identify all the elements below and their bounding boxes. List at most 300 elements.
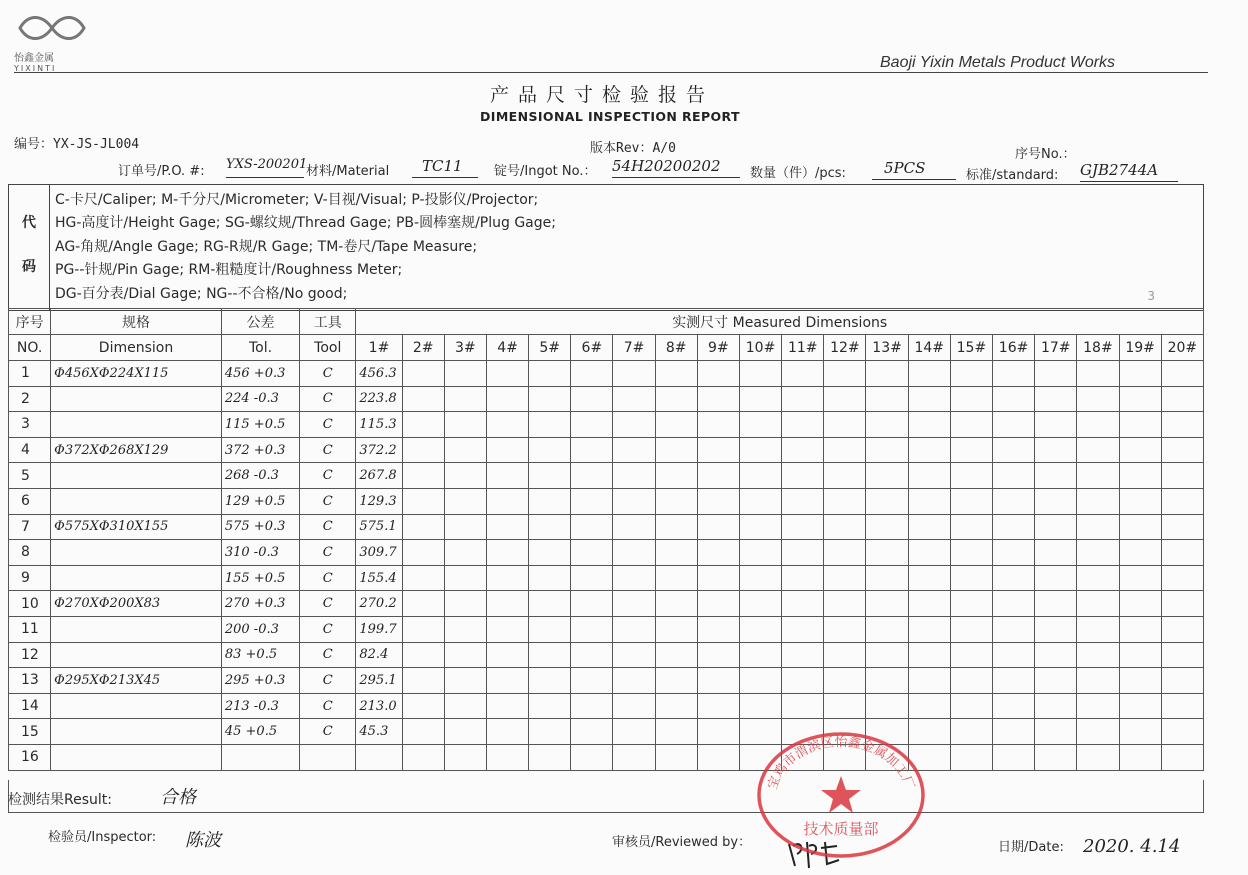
row-measure-empty	[529, 488, 571, 514]
row-measure-empty	[1161, 616, 1203, 642]
col-tol-en: Tol.	[221, 335, 299, 361]
row-measure-empty	[866, 488, 908, 514]
row-measure-1: 155.4	[356, 565, 402, 591]
row-tolerance: 129 +0.5	[221, 488, 299, 514]
material-value: TC11	[412, 157, 478, 178]
table-row	[9, 361, 1204, 387]
row-measure-empty	[739, 361, 781, 387]
table-row	[9, 616, 1204, 642]
row-dimension: Φ456XΦ224X115	[51, 361, 222, 387]
row-measure-empty	[655, 668, 697, 694]
row-measure-empty	[992, 386, 1034, 412]
seal-ring-text: 宝鸡市渭滨区怡鑫金属加工厂	[765, 735, 917, 792]
row-no: 12	[9, 642, 51, 668]
row-no: 7	[9, 514, 51, 540]
row-measure-empty	[739, 616, 781, 642]
row-measure-empty	[402, 591, 444, 617]
row-no: 8	[9, 540, 51, 566]
row-measure-empty	[782, 514, 824, 540]
row-measure-empty	[866, 437, 908, 463]
logo-text: 怡鑫金属	[14, 53, 54, 64]
row-measure-empty	[950, 668, 992, 694]
row-measure-empty	[1077, 616, 1119, 642]
row-measure-empty	[1119, 565, 1161, 591]
row-measure-empty	[697, 437, 739, 463]
row-measure-empty	[1077, 463, 1119, 489]
row-dimension	[51, 744, 222, 770]
ingot-value: 54H20200202	[612, 157, 740, 178]
row-measure-empty	[782, 591, 824, 617]
row-measure-empty	[992, 488, 1034, 514]
po-label: 订单号/P.O. #:	[118, 164, 205, 179]
row-measure-empty	[908, 361, 950, 387]
row-measure-empty	[866, 616, 908, 642]
row-measure-empty	[697, 514, 739, 540]
row-measure-empty	[950, 719, 992, 745]
row-measure-empty	[908, 693, 950, 719]
measure-col-4: 4#	[486, 335, 528, 361]
row-measure-empty	[992, 616, 1034, 642]
row-measure-empty	[866, 540, 908, 566]
row-tolerance: 456 +0.3	[221, 361, 299, 387]
row-measure-empty	[529, 463, 571, 489]
col-no-en: NO.	[9, 335, 51, 361]
qty-value: 5PCS	[872, 159, 956, 180]
row-measure-empty	[529, 540, 571, 566]
row-measure-empty	[655, 361, 697, 387]
date-value: 2020. 4.14	[1083, 836, 1181, 857]
row-measure-empty	[739, 540, 781, 566]
row-measure-empty	[571, 616, 613, 642]
table-row	[9, 463, 1204, 489]
row-no: 10	[9, 591, 51, 617]
corner-mark: 3	[1147, 288, 1155, 303]
row-tolerance: 310 -0.3	[221, 540, 299, 566]
row-measure-empty	[529, 386, 571, 412]
row-measure-empty	[486, 642, 528, 668]
row-measure-empty	[739, 591, 781, 617]
row-measure-empty	[908, 463, 950, 489]
row-measure-empty	[529, 616, 571, 642]
row-measure-empty	[697, 540, 739, 566]
row-measure-empty	[1161, 463, 1203, 489]
measure-col-1: 1#	[356, 335, 402, 361]
row-measure-empty	[402, 744, 444, 770]
row-measure-empty	[992, 668, 1034, 694]
row-measure-empty	[571, 719, 613, 745]
row-measure-empty	[1035, 488, 1077, 514]
row-tool: C	[300, 437, 356, 463]
header-row-2	[9, 335, 1204, 361]
row-measure-empty	[529, 668, 571, 694]
row-measure-empty	[739, 412, 781, 438]
row-measure-empty	[950, 693, 992, 719]
row-measure-empty	[444, 361, 486, 387]
row-measure-empty	[1161, 744, 1203, 770]
row-measure-empty	[1119, 386, 1161, 412]
table-row	[9, 668, 1204, 694]
logo-mark-icon	[14, 12, 90, 44]
row-measure-empty	[908, 412, 950, 438]
row-measure-empty	[655, 591, 697, 617]
row-measure-empty	[1077, 591, 1119, 617]
row-measure-empty	[1119, 616, 1161, 642]
row-no: 16	[9, 744, 51, 770]
measure-col-15: 15#	[950, 335, 992, 361]
row-tool: C	[300, 642, 356, 668]
row-measure-empty	[529, 719, 571, 745]
row-measure-empty	[571, 668, 613, 694]
row-measure-empty	[782, 437, 824, 463]
row-measure-empty	[1035, 463, 1077, 489]
row-measure-empty	[908, 540, 950, 566]
row-tolerance: 45 +0.5	[221, 719, 299, 745]
row-measure-empty	[402, 463, 444, 489]
row-measure-empty	[697, 488, 739, 514]
row-tool	[300, 744, 356, 770]
row-no: 3	[9, 412, 51, 438]
table-row	[9, 437, 1204, 463]
row-measure-empty	[697, 744, 739, 770]
measure-col-14: 14#	[908, 335, 950, 361]
row-measure-empty	[697, 463, 739, 489]
row-measure-empty	[655, 412, 697, 438]
row-measure-1: 82.4	[356, 642, 402, 668]
row-measure-empty	[866, 591, 908, 617]
row-measure-empty	[486, 540, 528, 566]
row-measure-empty	[824, 565, 866, 591]
row-tool: C	[300, 488, 356, 514]
row-measure-empty	[908, 668, 950, 694]
row-measure-empty	[444, 514, 486, 540]
col-no-cn: 序号	[9, 309, 51, 335]
row-measure-empty	[402, 642, 444, 668]
row-measure-empty	[1035, 616, 1077, 642]
row-measure-empty	[486, 693, 528, 719]
row-measure-empty	[908, 591, 950, 617]
table-row	[9, 719, 1204, 745]
row-no: 11	[9, 616, 51, 642]
code-lines	[50, 185, 1204, 311]
row-measure-empty	[486, 591, 528, 617]
row-measure-empty	[655, 642, 697, 668]
row-measure-empty	[402, 488, 444, 514]
row-measure-empty	[992, 693, 1034, 719]
row-tool: C	[300, 591, 356, 617]
row-measure-empty	[824, 591, 866, 617]
row-measure-empty	[1161, 361, 1203, 387]
code-line-4: PG--针规/Pin Gage; RM-粗糙度计/Roughness Meter;	[55, 262, 403, 279]
row-measure-empty	[1119, 591, 1161, 617]
table-row	[9, 642, 1204, 668]
row-measure-empty	[1035, 693, 1077, 719]
row-measure-empty	[1119, 437, 1161, 463]
row-dimension	[51, 488, 222, 514]
measured-title: 实测尺寸 Measured Dimensions	[356, 309, 1204, 335]
row-tolerance: 268 -0.3	[221, 463, 299, 489]
row-measure-empty	[950, 514, 992, 540]
row-tool: C	[300, 668, 356, 694]
col-tool-en: Tool	[300, 335, 356, 361]
code-line-1: C-卡尺/Caliper; M-千分尺/Micrometer; V-目视/Visual; P-投影仪/Projector;	[55, 192, 539, 208]
row-measure-empty	[486, 361, 528, 387]
row-measure-empty	[613, 744, 655, 770]
row-tool: C	[300, 693, 356, 719]
row-measure-empty	[613, 642, 655, 668]
row-no: 6	[9, 488, 51, 514]
row-measure-empty	[782, 668, 824, 694]
row-measure-empty	[1035, 386, 1077, 412]
reviewer-label: 审核员/Reviewed by：	[612, 835, 752, 850]
row-measure-empty	[613, 591, 655, 617]
row-measure-empty	[529, 744, 571, 770]
row-measure-empty	[486, 463, 528, 489]
row-measure-empty	[992, 361, 1034, 387]
row-measure-empty	[444, 565, 486, 591]
row-measure-1: 45.3	[356, 719, 402, 745]
row-measure-empty	[613, 386, 655, 412]
row-measure-empty	[402, 540, 444, 566]
row-measure-empty	[782, 540, 824, 566]
row-measure-empty	[655, 463, 697, 489]
row-measure-empty	[1035, 591, 1077, 617]
row-dimension	[51, 565, 222, 591]
row-measure-empty	[782, 616, 824, 642]
row-measure-empty	[1119, 540, 1161, 566]
doc-code: 编号：YX-JS-JL004	[14, 137, 140, 152]
row-measure-empty	[950, 361, 992, 387]
row-dimension: Φ372XΦ268X129	[51, 437, 222, 463]
row-measure-empty	[402, 693, 444, 719]
row-no: 4	[9, 437, 51, 463]
measure-col-16: 16#	[992, 335, 1034, 361]
table-row	[9, 693, 1204, 719]
row-measure-empty	[444, 642, 486, 668]
row-dimension: Φ295XΦ213X45	[51, 668, 222, 694]
measure-col-5: 5#	[529, 335, 571, 361]
row-measure-1: 213.0	[356, 693, 402, 719]
header-row-1	[9, 309, 1204, 335]
row-measure-empty	[529, 642, 571, 668]
row-measure-empty	[1035, 361, 1077, 387]
row-measure-empty	[402, 361, 444, 387]
qty-label: 数量（件）/pcs:	[750, 166, 846, 181]
col-dim-cn: 规格	[51, 309, 222, 335]
row-measure-empty	[1035, 642, 1077, 668]
row-tolerance: 295 +0.3	[221, 668, 299, 694]
row-measure-empty	[950, 412, 992, 438]
company-logo	[14, 12, 94, 73]
row-tool: C	[300, 719, 356, 745]
row-measure-empty	[613, 437, 655, 463]
row-measure-empty	[697, 616, 739, 642]
result-value: 合格	[160, 787, 196, 808]
logo-subtext: YIXINTI	[14, 64, 57, 73]
row-measure-empty	[824, 693, 866, 719]
row-measure-empty	[571, 591, 613, 617]
row-measure-empty	[739, 437, 781, 463]
inspection-table	[8, 308, 1204, 771]
row-measure-empty	[992, 565, 1034, 591]
row-measure-empty	[824, 540, 866, 566]
row-measure-empty	[908, 437, 950, 463]
row-tolerance: 575 +0.3	[221, 514, 299, 540]
row-measure-empty	[1119, 488, 1161, 514]
measure-col-7: 7#	[613, 335, 655, 361]
row-measure-empty	[571, 744, 613, 770]
row-measure-empty	[444, 540, 486, 566]
row-measure-1: 223.8	[356, 386, 402, 412]
row-measure-empty	[1119, 412, 1161, 438]
measure-col-10: 10#	[739, 335, 781, 361]
measure-col-12: 12#	[824, 335, 866, 361]
code-legend	[8, 184, 1204, 311]
row-dimension	[51, 463, 222, 489]
row-measure-empty	[992, 719, 1034, 745]
row-measure-empty	[824, 488, 866, 514]
row-measure-empty	[444, 591, 486, 617]
row-measure-empty	[782, 642, 824, 668]
row-measure-1: 129.3	[356, 488, 402, 514]
row-measure-empty	[908, 488, 950, 514]
code-line-5: DG-百分表/Dial Gage; NG--不合格/No good;	[55, 285, 348, 302]
table-row	[9, 514, 1204, 540]
sequence-number: 序号No.：	[1015, 147, 1076, 162]
row-measure-empty	[1161, 437, 1203, 463]
header-rule	[14, 72, 1208, 73]
row-measure-empty	[782, 488, 824, 514]
row-tolerance	[221, 744, 299, 770]
row-measure-empty	[739, 386, 781, 412]
measure-col-3: 3#	[444, 335, 486, 361]
code-side-label	[9, 185, 50, 311]
row-measure-empty	[486, 744, 528, 770]
row-measure-empty	[950, 437, 992, 463]
row-measure-empty	[444, 719, 486, 745]
row-measure-empty	[739, 488, 781, 514]
row-measure-empty	[950, 744, 992, 770]
row-measure-1: 270.2	[356, 591, 402, 617]
row-tool: C	[300, 463, 356, 489]
row-measure-empty	[402, 412, 444, 438]
report-title-en: DIMENSIONAL INSPECTION REPORT	[480, 109, 740, 124]
row-measure-empty	[824, 412, 866, 438]
row-measure-empty	[824, 463, 866, 489]
row-tool: C	[300, 565, 356, 591]
row-measure-empty	[1035, 744, 1077, 770]
row-dimension	[51, 642, 222, 668]
row-tolerance: 83 +0.5	[221, 642, 299, 668]
row-measure-empty	[571, 565, 613, 591]
row-measure-empty	[908, 386, 950, 412]
row-measure-empty	[697, 693, 739, 719]
row-measure-empty	[992, 412, 1034, 438]
row-measure-empty	[992, 540, 1034, 566]
row-measure-empty	[1161, 540, 1203, 566]
row-measure-empty	[950, 565, 992, 591]
row-measure-empty	[908, 565, 950, 591]
row-measure-empty	[1161, 693, 1203, 719]
row-measure-empty	[486, 514, 528, 540]
row-measure-empty	[655, 719, 697, 745]
row-measure-empty	[782, 693, 824, 719]
row-measure-empty	[782, 463, 824, 489]
row-measure-empty	[1077, 540, 1119, 566]
row-measure-empty	[613, 488, 655, 514]
row-measure-empty	[402, 514, 444, 540]
row-measure-empty	[402, 437, 444, 463]
row-measure-empty	[824, 668, 866, 694]
row-measure-empty	[486, 488, 528, 514]
row-dimension: Φ575XΦ310X155	[51, 514, 222, 540]
row-measure-empty	[444, 668, 486, 694]
row-measure-empty	[1077, 565, 1119, 591]
row-measure-empty	[1035, 719, 1077, 745]
row-measure-empty	[571, 412, 613, 438]
row-measure-empty	[571, 386, 613, 412]
row-measure-empty	[866, 642, 908, 668]
row-measure-empty	[571, 488, 613, 514]
row-measure-empty	[655, 437, 697, 463]
measure-col-9: 9#	[697, 335, 739, 361]
row-measure-empty	[697, 642, 739, 668]
row-measure-1: 456.3	[356, 361, 402, 387]
col-dim-en: Dimension	[51, 335, 222, 361]
row-tool: C	[300, 514, 356, 540]
row-measure-empty	[1077, 488, 1119, 514]
measure-col-20: 20#	[1161, 335, 1203, 361]
row-measure-empty	[655, 565, 697, 591]
row-measure-empty	[486, 565, 528, 591]
row-measure-empty	[866, 514, 908, 540]
row-measure-empty	[1119, 463, 1161, 489]
row-measure-empty	[824, 616, 866, 642]
row-measure-empty	[613, 463, 655, 489]
row-measure-empty	[866, 412, 908, 438]
row-measure-empty	[866, 565, 908, 591]
row-measure-empty	[697, 668, 739, 694]
row-measure-empty	[866, 361, 908, 387]
row-measure-empty	[824, 386, 866, 412]
row-measure-empty	[697, 719, 739, 745]
row-measure-empty	[697, 386, 739, 412]
row-measure-empty	[824, 361, 866, 387]
row-measure-empty	[529, 412, 571, 438]
code-side-char-2: 码	[22, 259, 36, 275]
row-measure-empty	[571, 642, 613, 668]
row-measure-empty	[571, 514, 613, 540]
row-measure-empty	[486, 437, 528, 463]
row-no: 15	[9, 719, 51, 745]
row-dimension	[51, 719, 222, 745]
row-tool: C	[300, 616, 356, 642]
row-measure-empty	[529, 565, 571, 591]
row-measure-empty	[908, 514, 950, 540]
row-measure-empty	[950, 591, 992, 617]
row-measure-empty	[866, 668, 908, 694]
row-measure-empty	[739, 463, 781, 489]
row-measure-empty	[402, 719, 444, 745]
row-measure-empty	[1161, 514, 1203, 540]
table-row	[9, 591, 1204, 617]
row-measure-empty	[444, 412, 486, 438]
material-label: 材料/Material	[306, 164, 390, 179]
row-measure-empty	[529, 437, 571, 463]
row-measure-empty	[1035, 540, 1077, 566]
row-measure-empty	[613, 565, 655, 591]
table-row	[9, 488, 1204, 514]
row-measure-empty	[655, 616, 697, 642]
